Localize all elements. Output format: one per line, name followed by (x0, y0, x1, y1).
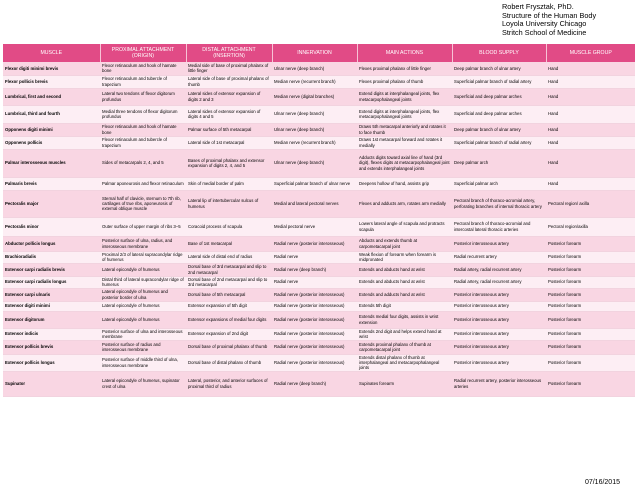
cell-main-actions: Extends 5th digit (357, 301, 452, 311)
cell-muscle-group: Hand (546, 123, 635, 136)
cell-distal-attachment: Dorsal base of 5th metacarpal (186, 288, 272, 301)
cell-proximal-attachment: Posterior surface of ulna and interosseous membrane (100, 328, 186, 340)
cell-main-actions: Lowers lateral angle of scapula and protracts scapula (357, 217, 452, 236)
table-row (3, 328, 635, 340)
cell-muscle-group: Hand (546, 136, 635, 149)
cell-innervation: Median nerve (recurrent branch) (272, 75, 357, 88)
cell-proximal-attachment: Sides of metacarpals 2, 4, and 5 (100, 149, 186, 177)
cell-proximal-attachment: Lateral two tendons of flexor digitorum profundus (100, 88, 186, 105)
cell-proximal-attachment: Lateral epicondyle of humerus and posterior border of ulna (100, 288, 186, 301)
cell-muscle-group: Hand (546, 149, 635, 177)
cell-distal-attachment: Lateral side of base of proximal phalanx of thumb (186, 75, 272, 88)
cell-main-actions: Extends proximal phalanx of thumb at carpometacarpal joint (357, 340, 452, 354)
cell-distal-attachment: Skin of medial border of palm (186, 177, 272, 190)
cell-main-actions: Adducts digits toward axial line of hand (3rd digit), flexes digits at metacarpophalangeal joint and extends interphalangeal joints (357, 149, 452, 177)
cell-main-actions: Deepens hollow of hand, assists grip (357, 177, 452, 190)
cell-distal-attachment: Medial side of base of proximal phalanx of little finger (186, 62, 272, 75)
cell-innervation: Superficial palmar branch of ulnar nerve (272, 177, 357, 190)
cell-muscle: Brachioradialis (3, 251, 100, 263)
cell-proximal-attachment: Lateral epicondyle of humerus (100, 263, 186, 276)
cell-proximal-attachment: Lateral epicondyle of humerus, supinator crest of ulna (100, 371, 186, 396)
cell-muscle-group: Posterior forearm (546, 311, 635, 328)
cell-proximal-attachment: Flexor retinaculum and tubercle of trapezium (100, 136, 186, 149)
table-row (3, 301, 635, 311)
table-header-row (3, 44, 635, 62)
author-block (502, 3, 614, 37)
cell-proximal-attachment: Flexor retinaculum and hook of hamate bone (100, 123, 186, 136)
table-row (3, 371, 635, 396)
cell-main-actions: Flexes and adducts arm, rotates arm medially (357, 190, 452, 217)
table-row (3, 62, 635, 75)
cell-distal-attachment: Base of 1st metacarpal (186, 236, 272, 251)
table-row (3, 311, 635, 328)
cell-innervation: Radial nerve (deep branch) (272, 371, 357, 396)
cell-main-actions: Flexes proximal phalanx of little finger (357, 62, 452, 75)
cell-blood-supply: Posterior interosseous artery (452, 311, 546, 328)
table-row (3, 88, 635, 105)
author-university: Loyola University Chicago (502, 19, 587, 29)
table-row (3, 276, 635, 288)
cell-distal-attachment: Dorsal base of 3rd metacarpal and slip to 2nd metacarpal (186, 263, 272, 276)
cell-muscle-group: Posterior forearm (546, 263, 635, 276)
cell-muscle: Palmar interosseous muscles (3, 149, 100, 177)
cell-innervation: Radial nerve (posterior interosseous) (272, 301, 357, 311)
table-row (3, 123, 635, 136)
cell-main-actions: Extends and abducts hand at wrist (357, 263, 452, 276)
cell-muscle-group: Posterior forearm (546, 251, 635, 263)
header-innervation: INNERVATION (272, 44, 357, 62)
table-row (3, 354, 635, 371)
cell-main-actions: Extends 2nd digit and helps extend hand at wrist (357, 328, 452, 340)
cell-blood-supply: Posterior interosseous artery (452, 340, 546, 354)
cell-muscle: Palmaris brevis (3, 177, 100, 190)
cell-main-actions: Extend digits at interphalangeal joints, flex metacarpophalangeal joints (357, 105, 452, 123)
cell-muscle-group: Hand (546, 75, 635, 88)
cell-muscle: Extensor digitorum (3, 311, 100, 328)
cell-proximal-attachment: Posterior surface of middle third of ulna, interosseous membrane (100, 354, 186, 371)
cell-distal-attachment: Lateral, posterior, and anterior surfaces of proximal third of radius (186, 371, 272, 396)
cell-innervation: Radial nerve (posterior interosseous) (272, 340, 357, 354)
cell-proximal-attachment: Medial three tendons of flexor digitorum profundus (100, 105, 186, 123)
cell-proximal-attachment: Lateral epicondyle of humerus (100, 301, 186, 311)
cell-muscle: Opponens pollicis (3, 136, 100, 149)
cell-main-actions: Extends distal phalanx of thumb at interphalangeal and metacarpophalangeal joints (357, 354, 452, 371)
cell-proximal-attachment: Posterior surface of ulna, radius, and interosseous membrane (100, 236, 186, 251)
cell-blood-supply: Superficial and deep palmar arches (452, 105, 546, 123)
header-blood-supply: BLOOD SUPPLY (452, 44, 546, 62)
cell-distal-attachment: Extensor expansion of 5th digit (186, 301, 272, 311)
cell-blood-supply: Superficial palmar arch (452, 177, 546, 190)
cell-innervation: Radial nerve (posterior interosseous) (272, 288, 357, 301)
cell-muscle: Extensor indicis (3, 328, 100, 340)
table-row (3, 217, 635, 236)
cell-proximal-attachment: Posterior surface of radius and interosseous membrane (100, 340, 186, 354)
table-row (3, 340, 635, 354)
cell-blood-supply: Superficial palmar branch of radial artery (452, 136, 546, 149)
cell-muscle: Extensor carpi radialis brevis (3, 263, 100, 276)
cell-blood-supply: Radial recurrent artery, posterior interosseous arteries (452, 371, 546, 396)
cell-distal-attachment: Coracoid process of scapula (186, 217, 272, 236)
cell-muscle-group: Posterior forearm (546, 340, 635, 354)
cell-muscle-group: Posterior forearm (546, 301, 635, 311)
cell-proximal-attachment: Flexor retinaculum and tubercle of trapezium (100, 75, 186, 88)
cell-muscle: Lumbrical, third and fourth (3, 105, 100, 123)
cell-distal-attachment: Lateral lip of intertubercular sulcus of humerus (186, 190, 272, 217)
cell-distal-attachment: Extensor expansions of medial four digits (186, 311, 272, 328)
header-main-actions: MAIN ACTIONS (357, 44, 452, 62)
header-distal-attachment: DISTAL ATTACHMENT (INSERTION) (186, 44, 272, 62)
cell-distal-attachment: Bases of proximal phalanx and extensor expansion of digits 2, 4, and 5 (186, 149, 272, 177)
cell-muscle-group: Posterior forearm (546, 276, 635, 288)
cell-blood-supply: Deep palmar branch of ulnar artery (452, 123, 546, 136)
cell-main-actions: Draws 5th metacarpal anteriorly and rotates it to face thumb (357, 123, 452, 136)
cell-muscle: Opponens digiti minimi (3, 123, 100, 136)
cell-blood-supply: Posterior interosseous artery (452, 301, 546, 311)
cell-distal-attachment: Palmar surface of 5th metacarpal (186, 123, 272, 136)
table-row (3, 105, 635, 123)
cell-innervation: Radial nerve (posterior interosseous) (272, 236, 357, 251)
header-muscle-group: MUSCLE GROUP (546, 44, 635, 62)
cell-muscle-group: Hand (546, 62, 635, 75)
cell-muscle-group: Pectoral region/ axilla (546, 190, 635, 217)
cell-blood-supply: Posterior interosseous artery (452, 236, 546, 251)
table-row (3, 251, 635, 263)
cell-muscle: Extensor carpi radialis longus (3, 276, 100, 288)
cell-blood-supply: Radial artery, radial recurrent artery (452, 263, 546, 276)
cell-blood-supply: Pectoral branch of thoraco-acromial and intercostal lateral thoracic arteries (452, 217, 546, 236)
table-row (3, 149, 635, 177)
cell-proximal-attachment: Sternal half of clavicle, sternum to 7th rib, cartilages of true ribs, aponeurosis of external oblique muscle (100, 190, 186, 217)
cell-muscle-group: Posterior forearm (546, 236, 635, 251)
cell-main-actions: Draws 1st metacarpal forward and rotates it medially (357, 136, 452, 149)
cell-muscle: Extensor carpi ulnaris (3, 288, 100, 301)
cell-main-actions: Abducts and extends thumb at carpometacarpal joint (357, 236, 452, 251)
cell-proximal-attachment: Distal third of lateral supracondylar ridge of humerus (100, 276, 186, 288)
cell-distal-attachment: Dorsal base of distal phalanx of thumb (186, 354, 272, 371)
cell-blood-supply: Posterior interosseous artery (452, 354, 546, 371)
cell-blood-supply: Pectoral branch of thoraco-acromial artery, perforating branches of internal thoracic artery (452, 190, 546, 217)
cell-innervation: Ulnar nerve (deep branch) (272, 149, 357, 177)
cell-muscle: Extensor digiti minimi (3, 301, 100, 311)
cell-innervation: Radial nerve (272, 276, 357, 288)
cell-innervation: Radial nerve (posterior interosseous) (272, 354, 357, 371)
cell-innervation: Ulnar nerve (deep branch) (272, 62, 357, 75)
cell-blood-supply: Posterior interosseous artery (452, 328, 546, 340)
cell-muscle: Extensor pollicis longus (3, 354, 100, 371)
cell-innervation: Radial nerve (deep branch) (272, 263, 357, 276)
cell-muscle: Pectoralis minor (3, 217, 100, 236)
cell-muscle-group: Posterior forearm (546, 288, 635, 301)
cell-blood-supply: Superficial and deep palmar arches (452, 88, 546, 105)
table-body (3, 62, 635, 396)
cell-muscle-group: Pectoral region/axilla (546, 217, 635, 236)
cell-blood-supply: Deep palmar branch of ulnar artery (452, 62, 546, 75)
table-row (3, 288, 635, 301)
cell-blood-supply: Radial recurrent artery (452, 251, 546, 263)
table-row (3, 190, 635, 217)
cell-distal-attachment: Lateral side of 1st metacarpal (186, 136, 272, 149)
cell-innervation: Radial nerve (272, 251, 357, 263)
cell-main-actions: Extends and adducts hand at wrist (357, 288, 452, 301)
cell-blood-supply: Superficial palmar branch of radial artery (452, 75, 546, 88)
cell-distal-attachment: Lateral side of distal end of radius (186, 251, 272, 263)
footer-date: 07/16/2015 (584, 479, 620, 486)
cell-proximal-attachment: Outer surface of upper margin of ribs 3–5 (100, 217, 186, 236)
cell-innervation: Ulnar nerve (deep branch) (272, 105, 357, 123)
cell-innervation: Medial and lateral pectoral nerves (272, 190, 357, 217)
cell-muscle: Extensor pollicis brevis (3, 340, 100, 354)
cell-muscle: Flexor digiti minimi brevis (3, 62, 100, 75)
table-row (3, 263, 635, 276)
author-school: Stritch School of Medicine (502, 27, 587, 37)
cell-innervation: Median nerve (recurrent branch) (272, 136, 357, 149)
table-row (3, 236, 635, 251)
cell-main-actions: Extends medial four digits, assists in wrist extension (357, 311, 452, 328)
cell-muscle-group: Posterior forearm (546, 371, 635, 396)
cell-blood-supply: Radial artery, radial recurrent artery (452, 276, 546, 288)
cell-muscle: Supinator (3, 371, 100, 396)
cell-main-actions: Extends and abducts hand at wrist (357, 276, 452, 288)
cell-innervation: Medial pectoral nerve (272, 217, 357, 236)
table-row (3, 75, 635, 88)
cell-distal-attachment: Extensor expansion of 2nd digit (186, 328, 272, 340)
muscle-table (3, 44, 635, 397)
author-name: Robert Frysztak, PhD. (502, 2, 574, 11)
cell-innervation: Median nerve (digital branches) (272, 88, 357, 105)
cell-muscle-group: Hand (546, 88, 635, 105)
cell-innervation: Radial nerve (posterior interosseous) (272, 311, 357, 328)
author-course: Structure of the Human Body (502, 10, 597, 20)
cell-proximal-attachment: Palmar aponeurosis and flexor retinaculum (100, 177, 186, 190)
cell-muscle-group: Posterior forearm (546, 328, 635, 340)
cell-proximal-attachment: Proximal 2/3 of lateral supracondylar ridge of humerus (100, 251, 186, 263)
cell-distal-attachment: Dorsal base of proximal phalanx of thumb (186, 340, 272, 354)
cell-blood-supply: Posterior interosseous artery (452, 288, 546, 301)
table-row (3, 177, 635, 190)
table-row (3, 136, 635, 149)
cell-innervation: Ulnar nerve (deep branch) (272, 123, 357, 136)
cell-distal-attachment: Dorsal base of 2nd metacarpal and slip to 3rd metacarpal (186, 276, 272, 288)
cell-proximal-attachment: Flexor retinaculum and hook of hamate bone (100, 62, 186, 75)
cell-muscle-group: Hand (546, 177, 635, 190)
cell-muscle: Lumbrical, first and second (3, 88, 100, 105)
cell-main-actions: Flexes proximal phalanx of thumb (357, 75, 452, 88)
cell-main-actions: Weak flexion of forearm when forearm is midpronated (357, 251, 452, 263)
cell-main-actions: Extend digits at interphalangeal joints, flex metacarpophalangeal joints (357, 88, 452, 105)
cell-distal-attachment: Lateral sides of extensor expansion of digits 4 and 5 (186, 105, 272, 123)
cell-muscle: Pectoralis major (3, 190, 100, 217)
header-muscle: MUSCLE (3, 44, 100, 62)
cell-muscle-group: Posterior forearm (546, 354, 635, 371)
cell-innervation: Radial nerve (posterior interosseous) (272, 328, 357, 340)
cell-blood-supply: Deep palmar arch (452, 149, 546, 177)
cell-distal-attachment: Lateral sides of extensor expansion of digits 2 and 3 (186, 88, 272, 105)
cell-muscle-group: Hand (546, 105, 635, 123)
header-proximal-attachment: PROXIMAL ATTACHMENT (ORIGIN) (100, 44, 186, 62)
cell-muscle: Flexor pollicis brevis (3, 75, 100, 88)
cell-main-actions: Supinates forearm (357, 371, 452, 396)
cell-proximal-attachment: Lateral epicondyle of humerus (100, 311, 186, 328)
cell-muscle: Abductor pollicis longus (3, 236, 100, 251)
